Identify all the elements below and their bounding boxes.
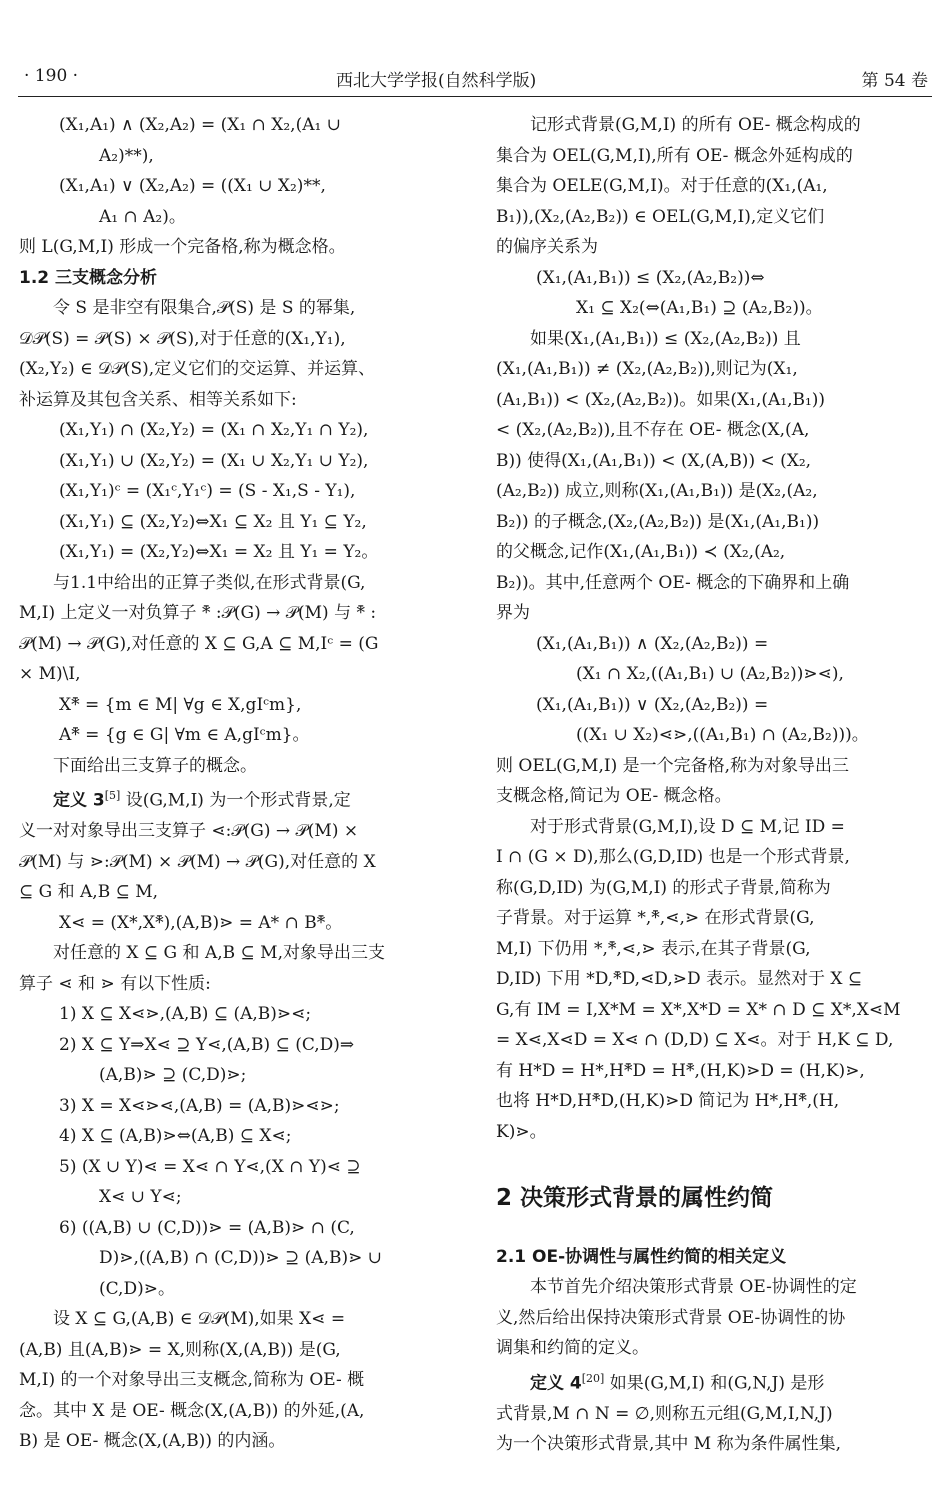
journal-title: 西北大学学报(自然科学版) — [336, 71, 537, 91]
text-line: K)⋗。 — [496, 1121, 547, 1142]
text-line: 子背景。对于运算 *,*̄,⋖,⋗ 在形式背景(G, — [496, 908, 815, 928]
formula-line: 2) X ⊆ Y⇒X⋖ ⊇ Y⋖,(A,B) ⊆ (C,D)⇒ — [59, 1034, 355, 1055]
formula-line: (X₁,Y₁)ᶜ = (X₁ᶜ,Y₁ᶜ) = (S - X₁,S - Y₁), — [59, 481, 356, 501]
definition-number: 定义 3 — [53, 790, 105, 811]
section-heading: 2.1 OE-协调性与属性约简的相关定义 — [496, 1246, 787, 1267]
formula-line: ((X₁ ∪ X₂)⋖⋗,((A₁,B₁) ∩ (A₂,B₂)))。 — [576, 725, 869, 745]
page-header — [18, 62, 932, 97]
citation: [20] — [581, 1371, 605, 1385]
text-line: I ∩ (G × D),那么(G,D,ID) 也是一个形式背景, — [496, 847, 850, 867]
text-line: (X₂,Y₂) ∈ 𝒟𝒫(S),定义它们的交运算、并运算、 — [19, 359, 376, 379]
formula-line: 1) X ⊆ X⋖⋗,(A,B) ⊆ (A,B)⋗⋖; — [59, 1004, 312, 1025]
formula-line: (X₁,(A₁,B₁)) ∨ (X₂,(A₂,B₂)) = — [536, 694, 769, 715]
text-line: < (X₂,(A₂,B₂)),且不存在 OE- 概念(X,(A, — [496, 420, 810, 440]
text-line: 的父概念,记作(X₁,(A₁,B₁)) ≺ (X₂,(A₂, — [496, 542, 786, 562]
text-line: 则 OEL(G,M,I) 是一个完备格,称为对象导出三 — [496, 755, 850, 776]
right-column — [496, 110, 934, 1460]
formula-line: (X₁,Y₁) = (X₂,Y₂)⇔X₁ = X₂ 且 Y₁ = Y₂。 — [59, 542, 379, 562]
formula-line: 6) ((A,B) ∪ (C,D))⋗ = (A,B)⋗ ∩ (C, — [59, 1217, 355, 1238]
text-line: 下面给出三支算子的概念。 — [53, 755, 257, 776]
text-line: 为一个决策形式背景,其中 M 称为条件属性集, — [496, 1434, 842, 1455]
text-line: 调集和约简的定义。 — [496, 1338, 649, 1358]
text-line: 则 L(G,M,I) 形成一个完备格,称为概念格。 — [19, 237, 346, 257]
text-line: M,I) 上定义一对负算子 *̄ :𝒫(G) → 𝒫(M) 与 *̄ : — [19, 603, 377, 623]
formula-line: A₁ ∩ A₂)。 — [99, 206, 186, 227]
text-line: B₂))。其中,任意两个 OE- 概念的下确界和上确 — [496, 572, 850, 593]
text-line: G,有 IM = I,X*M = X*,X*D = X* ∩ D ⊆ X*,X⋖M — [496, 999, 901, 1020]
text-line: M,I) 的一个对象导出三支概念,简称为 OE- 概 — [19, 1370, 365, 1391]
definition-line: 定义 3[5] 设(G,M,I) 为一个形式背景,定 — [53, 789, 351, 811]
text-line: (X₁,(A₁,B₁)) ≠ (X₂,(A₂,B₂)),则记为(X₁, — [496, 359, 798, 379]
text-line: 对于形式背景(G,M,I),设 D ⊆ M,记 ID = — [530, 816, 845, 837]
text-line: 如果(X₁,(A₁,B₁)) ≤ (X₂,(A₂,B₂)) 且 — [530, 328, 801, 349]
text-line: B₁)),(X₂,(A₂,B₂)) ∈ OEL(G,M,I),定义它们 — [496, 206, 825, 227]
formula-line: (X₁,Y₁) ∩ (X₂,Y₂) = (X₁ ∩ X₂,Y₁ ∩ Y₂), — [59, 420, 369, 440]
formula-line: X₁ ⊆ X₂(⇔(A₁,B₁) ⊇ (A₂,B₂))。 — [576, 298, 823, 318]
section-heading: 1.2 三支概念分析 — [19, 267, 158, 288]
text-line: ⊆ G 和 A,B ⊆ M, — [19, 882, 159, 903]
text-line: 界为 — [496, 603, 530, 623]
formula-line: (X₁ ∩ X₂,((A₁,B₁) ∪ (A₂,B₂))⋗⋖), — [576, 664, 844, 684]
formula-line: (A,B)⋗ ⊇ (C,D)⋗; — [99, 1065, 247, 1086]
formula-line: (C,D)⋗。 — [99, 1278, 175, 1299]
text-line: (A₂,B₂)) 成立,则称(X₁,(A₁,B₁)) 是(X₂,(A₂, — [496, 481, 818, 501]
text-line: 称(G,D,ID) 为(G,M,I) 的形式子背景,简称为 — [496, 877, 831, 898]
text-line: B₂)) 的子概念,(X₂,(A₂,B₂)) 是(X₁,(A₁,B₁)) — [496, 511, 820, 532]
formula-line: 3) X = X⋖⋗⋖,(A,B) = (A,B)⋗⋖⋗; — [59, 1095, 340, 1116]
formula-line: (X₁,(A₁,B₁)) ≤ (X₂,(A₂,B₂))⇔ — [536, 267, 765, 288]
text-line: (A,B) 且(A,B)⋗ = X,则称(X,(A,B)) 是(G, — [19, 1339, 341, 1360]
text-line: 式背景,M ∩ N = ∅,则称五元组(G,M,I,N,J) — [496, 1403, 833, 1424]
text-line: 也将 H*D,H*̄D,(H,K)⋗D 简记为 H*,H*̄,(H, — [496, 1091, 840, 1111]
text-line: B) 是 OE- 概念(X,(A,B)) 的内涵。 — [19, 1431, 286, 1452]
formula-line: (X₁,Y₁) ∪ (X₂,Y₂) = (X₁ ∪ X₂,Y₁ ∪ Y₂), — [59, 450, 369, 471]
volume-label: 第 54 卷 — [861, 71, 928, 91]
text-line: D,ID) 下用 *D,*̄D,⋖D,⋗D 表示。显然对于 X ⊆ — [496, 969, 863, 989]
text-line: 令 S 是非空有限集合,𝒫(S) 是 S 的幂集, — [53, 298, 356, 318]
text-line: B)) 使得(X₁,(A₁,B₁)) < (X,(A,B)) < (X₂, — [496, 450, 812, 471]
text-line: 与1.1中给出的正算子类似,在形式背景(G, — [53, 572, 366, 593]
page-number: · 190 · — [24, 66, 79, 86]
text-line: 本节首先介绍决策形式背景 OE-协调性的定 — [530, 1277, 857, 1297]
formula-line: (X₁,(A₁,B₁)) ∧ (X₂,(A₂,B₂)) = — [536, 633, 769, 654]
formula-line: X*̄ = {m ∈ M| ∀g ∈ X,gIᶜm}, — [59, 694, 302, 715]
text-line: 支概念格,简记为 OE- 概念格。 — [496, 786, 732, 806]
definition-number: 定义 4 — [530, 1373, 582, 1394]
definition-line: 定义 4[20] 如果(G,M,I) 和(G,N,J) 是形 — [530, 1371, 825, 1394]
text-line: 念。其中 X 是 OE- 概念(X,(A,B)) 的外延,(A, — [19, 1400, 365, 1421]
formula-line: X⋖ = (X*,X*̄),(A,B)⋗ = A* ∩ B*̄。 — [59, 912, 343, 933]
text-line: 𝒫(M) 与 ⋗:𝒫(M) × 𝒫(M) → 𝒫(G),对任意的 X — [19, 851, 376, 872]
text-line: = X⋖,X⋖D = X⋖ ∩ (D,D) ⊆ X⋖。对于 H,K ⊆ D, — [496, 1030, 894, 1050]
text-line: 补运算及其包含关系、相等关系如下: — [19, 389, 297, 410]
citation: [5] — [104, 789, 121, 802]
text-line: 𝒫(M) → 𝒫(G),对任意的 X ⊆ G,A ⊆ M,Iᶜ = (G — [19, 633, 379, 654]
formula-line: A₂)**), — [99, 145, 154, 166]
section-heading: 2 决策形式背景的属性约简 — [496, 1185, 774, 1211]
text-line: 对任意的 X ⊆ G 和 A,B ⊆ M,对象导出三支 — [53, 943, 385, 964]
text-line: × M)\I, — [19, 664, 81, 684]
text-line: 记形式背景(G,M,I) 的所有 OE- 概念构成的 — [530, 115, 861, 135]
formula-line: (X₁,Y₁) ⊆ (X₂,Y₂)⇔X₁ ⊆ X₂ 且 Y₁ ⊆ Y₂, — [59, 511, 367, 532]
text-line: (A₁,B₁)) < (X₂,(A₂,B₂))。如果(X₁,(A₁,B₁)) — [496, 389, 826, 410]
formula-line: X⋖ ∪ Y⋖; — [99, 1187, 182, 1208]
formula-line: A*̄ = {g ∈ G| ∀m ∈ A,gIᶜm}。 — [59, 725, 310, 745]
text-line: M,I) 下仍用 *,*̄,⋖,⋗ 表示,在其子背景(G, — [496, 938, 811, 959]
formula-line: 4) X ⊆ (A,B)⋗⇔(A,B) ⊆ X⋖; — [59, 1126, 292, 1147]
text-line: 的偏序关系为 — [496, 237, 598, 257]
text-line: 有 H*D = H*,H*̄D = H*̄,(H,K)⋗D = (H,K)⋗, — [496, 1060, 865, 1081]
left-column — [19, 110, 457, 1457]
formula-line: D)⋗,((A,B) ∩ (C,D))⋗ ⊇ (A,B)⋗ ∪ — [99, 1248, 382, 1269]
text-line: 义,然后给出保持决策形式背景 OE-协调性的协 — [496, 1307, 846, 1328]
text-line: 集合为 OELE(G,M,I)。对于任意的(X₁,(A₁, — [496, 176, 828, 196]
text-line: 算子 ⋖ 和 ⋗ 有以下性质: — [19, 973, 211, 994]
text-line: 设 X ⊆ G,(A,B) ∈ 𝒟𝒫(M),如果 X⋖ = — [53, 1309, 346, 1330]
text-line: 𝒟𝒫(S) = 𝒫(S) × 𝒫(S),对于任意的(X₁,Y₁), — [19, 328, 346, 349]
text-line: 集合为 OEL(G,M,I),所有 OE- 概念外延构成的 — [496, 145, 853, 166]
formula-line: (X₁,A₁) ∨ (X₂,A₂) = ((X₁ ∪ X₂)**, — [59, 176, 326, 196]
formula-line: (X₁,A₁) ∧ (X₂,A₂) = (X₁ ∩ X₂,(A₁ ∪ — [59, 115, 341, 135]
text-line: 义一对对象导出三支算子 ⋖:𝒫(G) → 𝒫(M) × — [19, 821, 359, 842]
formula-line: 5) (X ∪ Y)⋖ = X⋖ ∩ Y⋖,(X ∩ Y)⋖ ⊇ — [59, 1156, 361, 1177]
